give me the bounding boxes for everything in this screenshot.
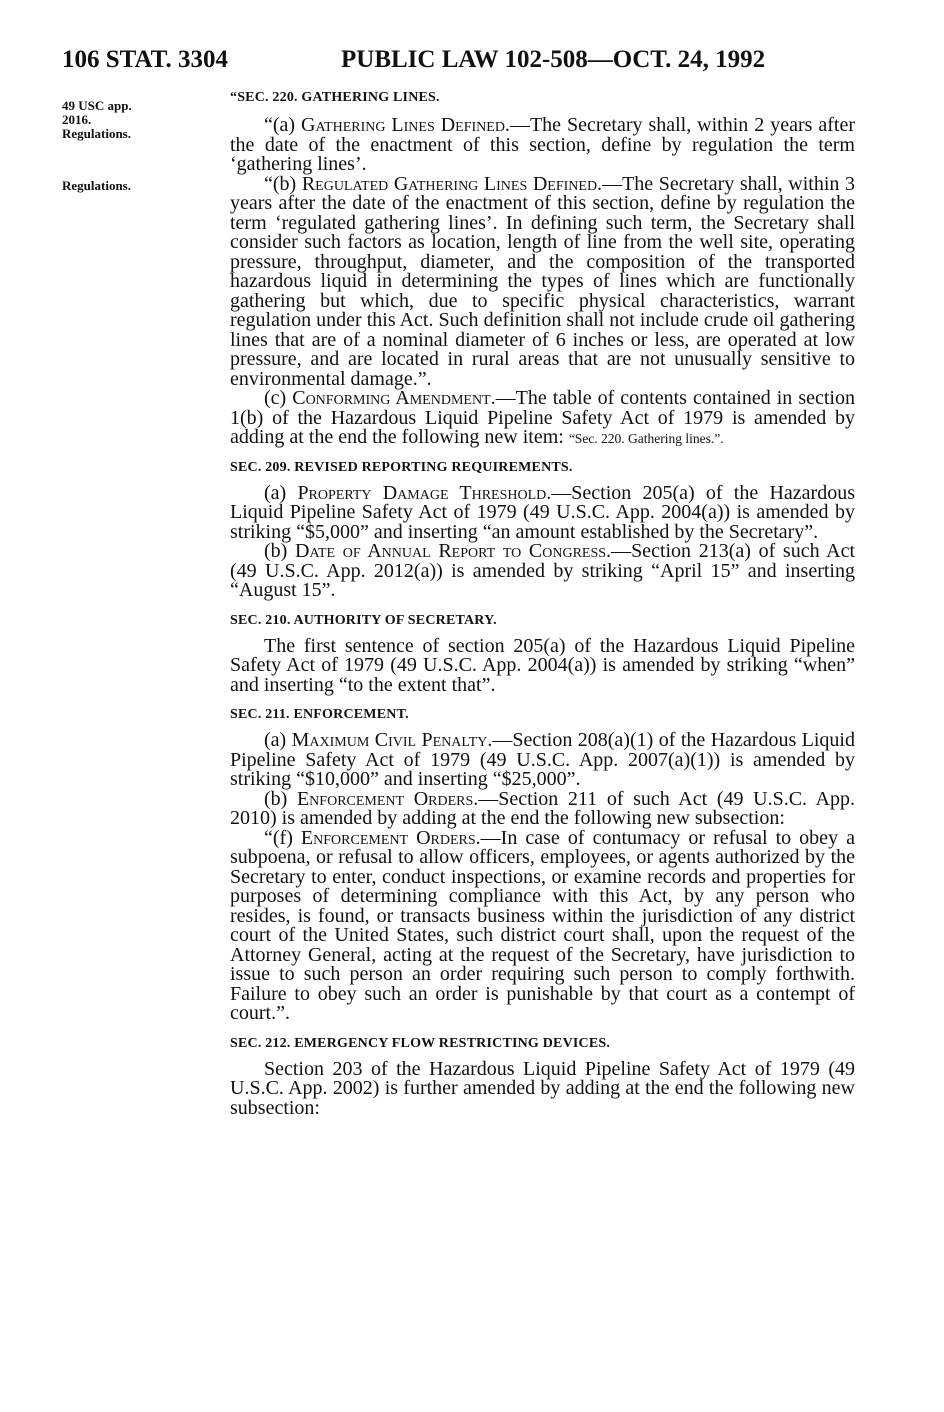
section-heading-212: SEC. 212. EMERGENCY FLOW RESTRICTING DEVICES. (230, 1035, 611, 1051)
document-body (230, 90, 855, 1118)
paragraph-210: The first sentence of section 205(a) of the Hazardous Liquid Pipeline Safety Act of 1979 (49 U.S.C. App. 2004(a)) is amended by striking “when” and inserting “to the extent that”. (230, 634, 855, 696)
margin-note-line: Regulations. (62, 126, 131, 141)
paragraph-209-a (230, 481, 855, 543)
paragraph-209-b (230, 542, 855, 601)
section-heading-210: SEC. 210. AUTHORITY OF SECRETARY. (230, 612, 497, 628)
paragraph-text: —Section 205(a) of the Hazardous Liquid Pipeline Safety Act of 1979 (49 U.S.C. App. 2004(a)) is amended by striking “$5,000” and inserting “an amount established by the Secretary”. (230, 481, 855, 543)
page-header (62, 46, 862, 80)
paragraph-220-a (230, 116, 855, 175)
margin-note-line: 49 USC app. (62, 98, 132, 113)
paragraph-open: (b) (264, 787, 297, 810)
public-law-title: PUBLIC LAW 102-508—OCT. 24, 1992 (341, 46, 766, 73)
paragraph-heading: Date of Annual Report to Congress. (295, 540, 612, 562)
paragraph-text: —The Secretary shall, within 2 years after the date of the enactment of this section, define by regulation the term ‘gathering lines’. (230, 114, 855, 175)
paragraph-heading: Enforcement Orders. (300, 826, 481, 849)
paragraph-heading: Maximum Civil Penalty. (291, 729, 493, 751)
paragraph-heading: Regulated Gathering Lines Defined. (301, 172, 603, 195)
paragraph-text: —Section 208(a)(1) of the Hazardous Liquid Pipeline Safety Act of 1979 (49 U.S.C. App. 2007(a)(1)) is amended by striking “$10,000” and inserting “$25,000”. (230, 729, 855, 790)
paragraph-heading: Property Damage Threshold. (297, 481, 552, 504)
paragraph-open: “(f) (264, 826, 301, 849)
paragraph-open: (c) (264, 387, 293, 409)
paragraph-open: (a) (264, 729, 292, 751)
paragraph-open: (a) (264, 481, 298, 504)
section-heading-209: SEC. 209. REVISED REPORTING REQUIREMENTS. (230, 459, 573, 475)
paragraph-220-b (230, 172, 855, 390)
paragraph-211-f (230, 826, 855, 1024)
paragraph-212: Section 203 of the Hazardous Liquid Pipeline Safety Act of 1979 (49 U.S.C. App. 2002) is further amended by adding at the end the following new subsection: (230, 1057, 855, 1119)
paragraph-text: —Section 211 of such Act (49 U.S.C. App. 2010) is amended by adding at the end the following new subsection: (230, 787, 856, 829)
section-heading-220: “SEC. 220. GATHERING LINES. (230, 90, 440, 105)
paragraph-conforming-amendment (230, 389, 855, 448)
paragraph-open: (b) (264, 540, 295, 562)
paragraph-heading: Enforcement Orders. (296, 787, 479, 810)
paragraph-text: —Section 213(a) of such Act (49 U.S.C. App. 2012(a)) is amended by striking “April 15” and inserting “August 15”. (230, 540, 856, 601)
stat-page-number: 106 STAT. 3304 (62, 46, 228, 73)
paragraph-211-b (230, 787, 856, 829)
paragraph-heading: Gathering Lines Defined. (301, 114, 510, 136)
toc-item: “Sec. 220. Gathering lines.”. (568, 431, 724, 446)
paragraph-open: “(b) (264, 172, 302, 195)
margin-note-regulations (62, 179, 202, 193)
section-heading-211: SEC. 211. ENFORCEMENT. (230, 707, 409, 722)
margin-note-line: Regulations. (62, 178, 131, 193)
paragraph-text: —In case of contumacy or refusal to obey a subpoena, or refusal to allow officers, employees, or agents authorized by the Secretary to enter, conduct inspections, or examine records and properties for purposes of determining compliance with this Act, by any person who resides, is found, or transacts business within the jurisdiction of any district court of the United States, such district court shall, upon the request of the Attorney General, acting at the request of the Secretary, have jurisdiction to issue to such person an order requiring such person to comply forthwith. Failure to obey such an order is punishable by that court as a contempt of court.”. (230, 826, 855, 1024)
paragraph-open: “(a) (264, 114, 302, 136)
margin-note-usc (62, 99, 202, 141)
paragraph-text: —The table of contents contained in section 1(b) of the Hazardous Liquid Pipeline Safety Act of 1979 is amended by adding at the end the following new item: (230, 387, 855, 448)
paragraph-heading: Conforming Amendment. (292, 387, 496, 409)
paragraph-text: —The Secretary shall, within 3 years after the date of the enactment of this section, define by regulation the term ‘regulated gathering lines’. In defining such term, the Secretary shall consider such factors as location, length of line from the well site, operating pressure, throughput, diameter, and the composition of the transported hazardous liquid in determining the types of lines which are functionally gathering but which, due to specific physical characteristics, warrant regulation under this Act. Such definition shall not include crude oil gathering lines that are of a nominal diameter of 6 inches or less, are operated at low pressure, and are located in rural areas that are not unusually sensitive to environmental damage.”. (230, 172, 855, 390)
paragraph-211-a (230, 731, 855, 790)
margin-note-line: 2016. (62, 112, 92, 127)
